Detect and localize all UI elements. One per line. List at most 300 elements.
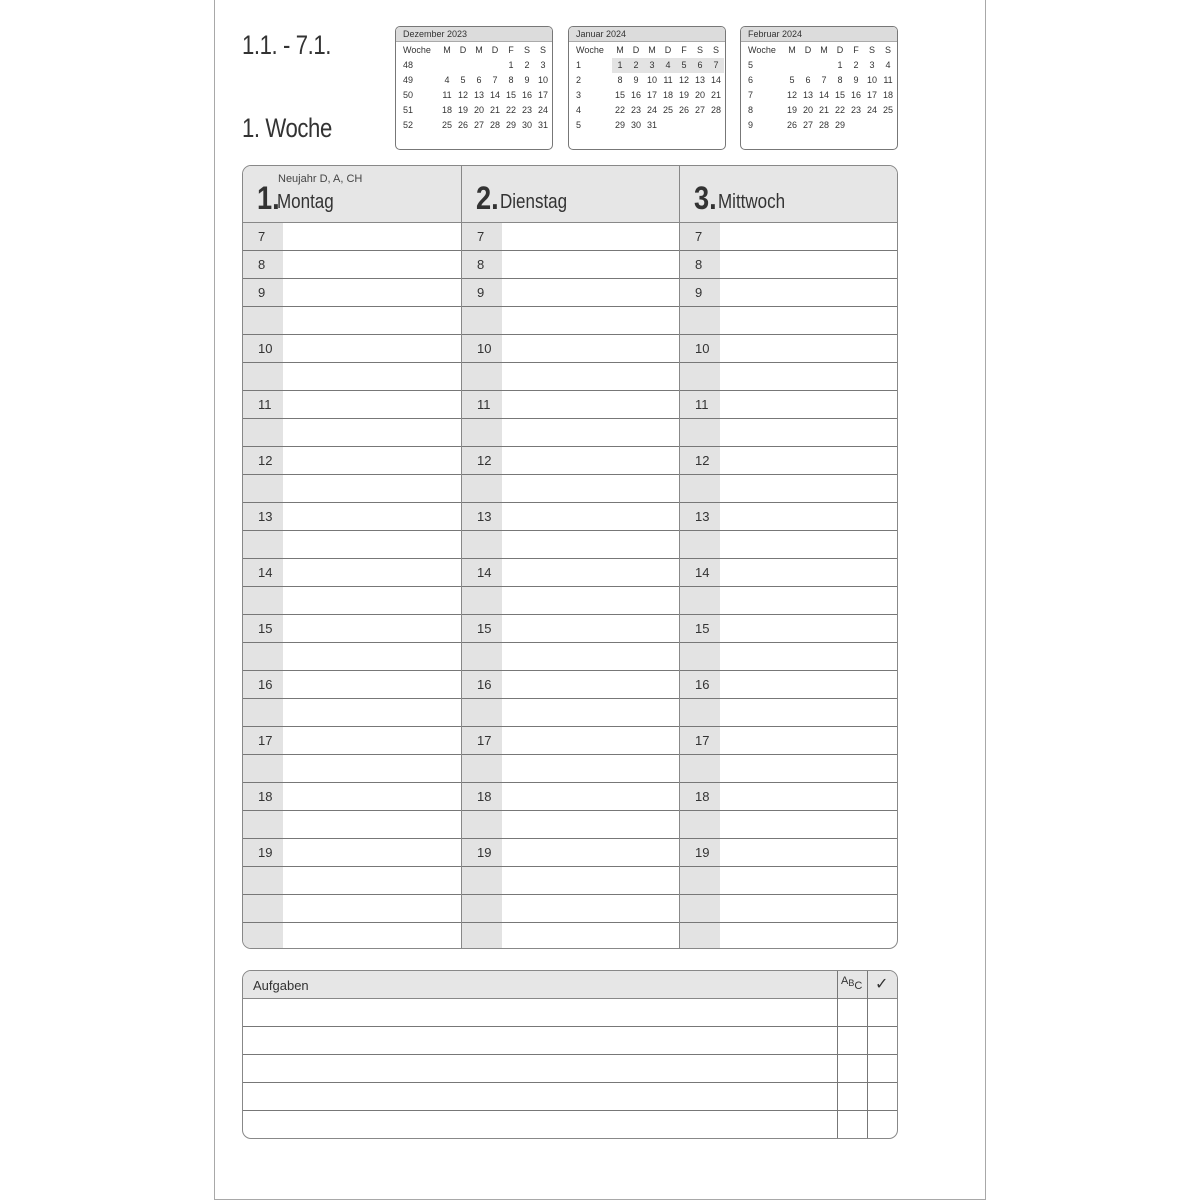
day-cell [487, 58, 503, 73]
time-slot-row[interactable] [243, 895, 461, 923]
mini-calendar-row [745, 58, 896, 73]
day-cell: 21 [818, 105, 829, 115]
time-slot-row[interactable] [243, 531, 461, 559]
day-cell: 7 [821, 75, 827, 85]
mini-calendar-row [745, 88, 896, 103]
day-cell: 23 [521, 105, 532, 115]
time-slot-row[interactable] [680, 783, 898, 811]
day-cell: 7 [708, 58, 724, 73]
time-slot-row[interactable] [462, 727, 680, 755]
hour-label: 12 [477, 453, 492, 468]
mini-calendar-december [395, 26, 553, 150]
time-slot-row[interactable] [680, 251, 898, 279]
day-cell: 20 [694, 90, 705, 100]
day-cell [455, 58, 471, 73]
day-name: Dienstag [500, 191, 568, 213]
time-slot-row[interactable] [462, 391, 680, 419]
time-slot-row[interactable] [462, 587, 680, 615]
mini-calendar-february [740, 26, 898, 150]
task-row[interactable] [243, 1083, 897, 1111]
day-cell: 4 [885, 60, 891, 70]
hour-label: 16 [258, 677, 273, 692]
hour-label: 10 [477, 341, 492, 356]
time-slot-row[interactable] [243, 335, 461, 363]
mini-calendar-row [745, 103, 896, 118]
day-cell [471, 58, 487, 73]
mini-calendar-row [400, 118, 551, 133]
day-cell: 25 [662, 105, 673, 115]
day-cell: 2 [628, 58, 644, 73]
hour-label: 14 [477, 565, 492, 580]
time-slot-row[interactable] [243, 251, 461, 279]
hour-label: 13 [695, 509, 710, 524]
hour-label: 12 [258, 453, 273, 468]
mini-calendar-row [573, 103, 724, 118]
time-slot-row[interactable] [243, 811, 461, 839]
time-slot-row[interactable] [243, 447, 461, 475]
day-cell: 11 [883, 75, 893, 85]
week-number-cell: 48 [403, 60, 414, 70]
time-slot-row[interactable] [462, 811, 680, 839]
week-number-cell: 1 [576, 60, 582, 70]
day-cell: 18 [441, 105, 452, 115]
time-slot-row[interactable] [680, 335, 898, 363]
time-slot-row[interactable] [462, 223, 680, 251]
day-cell: 16 [630, 90, 641, 100]
time-slot-row[interactable] [680, 699, 898, 727]
day-cell: 12 [678, 75, 689, 85]
time-slot-row[interactable] [243, 839, 461, 867]
day-cell [692, 118, 708, 133]
time-slot-row[interactable] [462, 839, 680, 867]
day-cell: 8 [837, 75, 843, 85]
day-cell: 28 [818, 120, 829, 130]
day-cell: 17 [646, 90, 657, 100]
mini-calendar-january [568, 26, 726, 150]
day-number: 2. [476, 180, 499, 216]
week-number-cell: 3 [576, 90, 582, 100]
day-cell: 24 [537, 105, 548, 115]
day-cell: 3 [644, 58, 660, 73]
day-cell: 3 [540, 60, 546, 70]
mini-calendar-row [745, 118, 896, 133]
hour-label: 9 [477, 285, 485, 300]
day-cell [864, 118, 880, 133]
day-cell: 15 [505, 90, 516, 100]
day-cell: F [508, 45, 514, 55]
day-cell: 26 [678, 105, 689, 115]
time-slot-row[interactable] [243, 783, 461, 811]
day-cell: 31 [537, 120, 548, 130]
day-cell: 15 [614, 90, 625, 100]
day-cell: M [443, 45, 451, 55]
day-cell: 26 [786, 120, 797, 130]
hour-label: 19 [258, 845, 273, 860]
day-cell [660, 118, 676, 133]
time-slot-row[interactable] [243, 279, 461, 307]
time-slot-row[interactable] [680, 923, 898, 949]
week-number-cell: 2 [576, 75, 582, 85]
day-cell: 22 [834, 105, 845, 115]
mini-calendar-grid [745, 43, 896, 133]
day-cell: 23 [630, 105, 641, 115]
time-slot-row[interactable] [462, 699, 680, 727]
hour-label: 11 [695, 397, 709, 412]
day-cell: 27 [802, 120, 813, 130]
week-number-cell: 5 [576, 120, 582, 130]
day-cell: 6 [692, 58, 708, 73]
hour-label: 11 [258, 397, 272, 412]
mini-calendar-row [400, 88, 551, 103]
hour-label: 10 [258, 341, 273, 356]
time-slot-row[interactable] [462, 475, 680, 503]
hour-label: 7 [258, 229, 266, 244]
time-slot-row[interactable] [243, 867, 461, 895]
time-slot-row[interactable] [680, 531, 898, 559]
day-header [680, 166, 898, 223]
time-slot-row[interactable] [680, 867, 898, 895]
time-slot-row[interactable] [680, 671, 898, 699]
time-slot-row[interactable] [243, 391, 461, 419]
day-cell [816, 58, 832, 73]
hour-label: 17 [477, 733, 492, 748]
day-cell: 5 [676, 58, 692, 73]
day-cell: 19 [457, 105, 468, 115]
mini-calendar-row [573, 73, 724, 88]
hour-label: 8 [477, 257, 485, 272]
hour-label: 17 [695, 733, 710, 748]
day-number: 1. [257, 180, 280, 216]
day-cell: 25 [882, 105, 893, 115]
day-cell: 20 [802, 105, 813, 115]
day-cell: 18 [882, 90, 893, 100]
day-cell: 24 [866, 105, 877, 115]
day-cell: 9 [633, 75, 639, 85]
time-slot-row[interactable] [243, 923, 461, 949]
time-slot-row[interactable] [462, 895, 680, 923]
day-cell: 6 [805, 75, 811, 85]
day-cell: 24 [646, 105, 657, 115]
done-check-icon: ✓ [875, 976, 889, 993]
day-cell: S [712, 45, 719, 55]
day-cell: 13 [802, 90, 813, 100]
week-number-cell: 9 [748, 120, 754, 130]
day-cell: 13 [473, 90, 484, 100]
time-slot-row[interactable] [243, 223, 461, 251]
day-cell: 25 [441, 120, 452, 130]
day-cell [800, 58, 816, 73]
time-slot-row[interactable] [462, 643, 680, 671]
time-slot-row[interactable] [462, 783, 680, 811]
day-cell: 9 [524, 75, 530, 85]
mini-calendar-row [400, 103, 551, 118]
hour-label: 7 [477, 229, 485, 244]
date-range: 1.1. - 7.1. [242, 30, 332, 60]
tasks-box [242, 970, 898, 1139]
time-slot-row[interactable] [680, 755, 898, 783]
week-title: 1. Woche [242, 113, 332, 143]
time-slot-row[interactable] [680, 643, 898, 671]
day-cell [708, 118, 724, 133]
day-cell: 22 [614, 105, 625, 115]
week-number-cell: 7 [748, 90, 754, 100]
time-slot-row[interactable] [243, 727, 461, 755]
day-cell: 20 [473, 105, 484, 115]
time-slot-row[interactable] [243, 363, 461, 391]
time-slot-row[interactable] [243, 755, 461, 783]
hour-label: 7 [695, 229, 703, 244]
time-slot-row[interactable] [680, 307, 898, 335]
day-cell [880, 118, 896, 133]
mini-calendar-row [745, 73, 896, 88]
hour-label: 11 [477, 397, 491, 412]
mini-calendar-row [400, 73, 551, 88]
tasks-header [243, 971, 897, 999]
day-cell: 5 [460, 75, 466, 85]
time-slot-row[interactable] [243, 615, 461, 643]
day-cell: 4 [444, 75, 450, 85]
time-slot-row[interactable] [680, 895, 898, 923]
day-cell: 13 [694, 75, 705, 85]
day-cell: 10 [646, 75, 657, 85]
hour-label: 9 [258, 285, 266, 300]
day-cell: 29 [614, 120, 625, 130]
day-cell: 29 [505, 120, 516, 130]
time-slot-row[interactable] [243, 503, 461, 531]
mini-calendar-header-row [400, 43, 551, 58]
day-cell: S [884, 45, 891, 55]
day-cell: 14 [818, 90, 829, 100]
mini-calendar-title: Januar 2024 [569, 27, 725, 42]
day-cell: 18 [662, 90, 673, 100]
day-cell: 26 [457, 120, 468, 130]
day-cell: M [475, 45, 483, 55]
day-cell: 2 [524, 60, 530, 70]
time-slot-row[interactable] [462, 559, 680, 587]
day-cell: 16 [521, 90, 532, 100]
day-cell: 27 [694, 105, 705, 115]
time-slot-row[interactable] [680, 391, 898, 419]
time-slot-row[interactable] [680, 587, 898, 615]
time-slot-row[interactable] [462, 307, 680, 335]
hour-label: 15 [477, 621, 492, 636]
day-cell: M [788, 45, 796, 55]
day-header [462, 166, 680, 223]
time-slot-row[interactable] [462, 755, 680, 783]
task-row[interactable] [243, 1027, 897, 1055]
hour-label: 13 [258, 509, 273, 524]
day-cell: 1 [612, 58, 628, 73]
week-number-cell: 6 [748, 75, 754, 85]
day-cell: 23 [850, 105, 861, 115]
week-number-cell: 8 [748, 105, 754, 115]
mini-calendar-row [573, 58, 724, 73]
day-cell: 3 [869, 60, 875, 70]
time-slot-row[interactable] [462, 923, 680, 949]
day-cell: 29 [834, 120, 845, 130]
time-slot-row[interactable] [243, 307, 461, 335]
time-slot-row[interactable] [462, 615, 680, 643]
day-cell: 16 [850, 90, 861, 100]
day-cell [439, 58, 455, 73]
time-slot-row[interactable] [462, 363, 680, 391]
hour-label: 18 [695, 789, 710, 804]
day-cell: 28 [710, 105, 721, 115]
week-number-cell: 5 [748, 60, 754, 70]
task-row[interactable] [243, 1055, 897, 1083]
day-cell: 21 [710, 90, 721, 100]
time-slot-row[interactable] [462, 867, 680, 895]
hour-label: 16 [695, 677, 710, 692]
day-cell: 11 [663, 75, 673, 85]
day-cell [784, 58, 800, 73]
time-slot-row[interactable] [680, 811, 898, 839]
time-slot-row[interactable] [680, 615, 898, 643]
hour-label: 18 [258, 789, 273, 804]
day-cell [848, 118, 864, 133]
day-header [243, 166, 461, 223]
time-slot-row[interactable] [680, 223, 898, 251]
day-cell: M [616, 45, 624, 55]
time-slot-row[interactable] [680, 419, 898, 447]
day-cell: D [491, 45, 499, 55]
mini-calendar-grid [573, 43, 724, 133]
time-slot-row[interactable] [680, 363, 898, 391]
hour-label: 8 [258, 257, 266, 272]
hour-label: 15 [695, 621, 710, 636]
mini-calendar-header-row [745, 43, 896, 58]
day-cell: 6 [476, 75, 482, 85]
hour-label: 13 [477, 509, 492, 524]
time-slot-row[interactable] [462, 335, 680, 363]
holiday-note: Neujahr D, A, CH [278, 173, 363, 185]
time-slot-row[interactable] [680, 559, 898, 587]
hour-label: 14 [258, 565, 273, 580]
time-slot-row[interactable] [462, 251, 680, 279]
day-cell: 21 [489, 105, 500, 115]
day-cell: 5 [789, 75, 795, 85]
day-cell: F [681, 45, 687, 55]
day-schedule-grid [242, 165, 898, 949]
mini-calendar-title: Dezember 2023 [396, 27, 552, 42]
day-cell: 17 [866, 90, 877, 100]
time-slot-row[interactable] [462, 279, 680, 307]
day-cell: 19 [678, 90, 689, 100]
week-number-cell: Woche [748, 45, 776, 55]
day-cell: D [632, 45, 640, 55]
time-slot-row[interactable] [462, 503, 680, 531]
day-cell: 8 [508, 75, 514, 85]
mini-calendar-row [573, 118, 724, 133]
time-slot-row[interactable] [243, 643, 461, 671]
time-slot-row[interactable] [462, 419, 680, 447]
day-cell: 10 [866, 75, 877, 85]
day-cell: S [868, 45, 875, 55]
week-number-cell: Woche [403, 45, 431, 55]
day-name: Mittwoch [718, 191, 786, 213]
week-number-cell: Woche [576, 45, 604, 55]
day-cell: 4 [660, 58, 676, 73]
day-cell: D [804, 45, 812, 55]
hour-label: 19 [695, 845, 710, 860]
day-column-tuesday [461, 166, 680, 948]
day-cell: S [696, 45, 703, 55]
week-number-cell: 50 [403, 90, 414, 100]
day-number: 3. [694, 180, 717, 216]
time-slot-row[interactable] [243, 671, 461, 699]
time-slot-row[interactable] [680, 279, 898, 307]
day-cell: 11 [442, 90, 452, 100]
day-cell [676, 118, 692, 133]
day-cell: D [836, 45, 844, 55]
day-cell: F [853, 45, 859, 55]
day-cell: 22 [505, 105, 516, 115]
day-cell: M [648, 45, 656, 55]
mini-calendar-row [573, 88, 724, 103]
time-slot-row[interactable] [462, 447, 680, 475]
day-cell: 31 [646, 120, 657, 130]
day-cell: 19 [786, 105, 797, 115]
day-cell: 15 [834, 90, 845, 100]
time-slot-row[interactable] [243, 475, 461, 503]
day-cell: 30 [521, 120, 532, 130]
time-slot-row[interactable] [243, 559, 461, 587]
task-row[interactable] [243, 1111, 897, 1139]
time-slot-row[interactable] [680, 475, 898, 503]
task-row[interactable] [243, 999, 897, 1027]
day-cell: 2 [853, 60, 859, 70]
time-slot-row[interactable] [680, 727, 898, 755]
week-number-cell: 52 [403, 120, 414, 130]
time-slot-row[interactable] [680, 503, 898, 531]
day-cell: 17 [537, 90, 548, 100]
priority-abc-label: ABC [841, 975, 863, 992]
day-cell: 10 [537, 75, 548, 85]
day-cell: 12 [786, 90, 797, 100]
hour-label: 17 [258, 733, 273, 748]
time-slot-row[interactable] [243, 699, 461, 727]
hour-label: 15 [258, 621, 273, 636]
time-slot-row[interactable] [462, 531, 680, 559]
day-cell: 28 [489, 120, 500, 130]
time-slot-row[interactable] [680, 839, 898, 867]
hour-label: 12 [695, 453, 710, 468]
week-number-cell: 49 [403, 75, 414, 85]
day-cell: 7 [492, 75, 498, 85]
time-slot-row[interactable] [462, 671, 680, 699]
day-cell: S [539, 45, 546, 55]
day-cell: 1 [837, 60, 843, 70]
day-cell: D [664, 45, 672, 55]
hour-label: 8 [695, 257, 703, 272]
hour-label: 9 [695, 285, 703, 300]
day-cell: M [820, 45, 828, 55]
hour-label: 16 [477, 677, 492, 692]
day-cell: S [523, 45, 530, 55]
time-slot-row[interactable] [680, 447, 898, 475]
hour-label: 19 [477, 845, 492, 860]
time-slot-row[interactable] [243, 419, 461, 447]
mini-calendar-row [400, 58, 551, 73]
day-column-wednesday [679, 166, 898, 948]
time-slot-row[interactable] [243, 587, 461, 615]
mini-calendar-title: Februar 2024 [741, 27, 897, 42]
day-cell: 1 [508, 60, 514, 70]
tasks-label: Aufgaben [253, 978, 309, 993]
day-cell: 27 [473, 120, 484, 130]
week-number-cell: 4 [576, 105, 582, 115]
day-cell: 14 [710, 75, 721, 85]
